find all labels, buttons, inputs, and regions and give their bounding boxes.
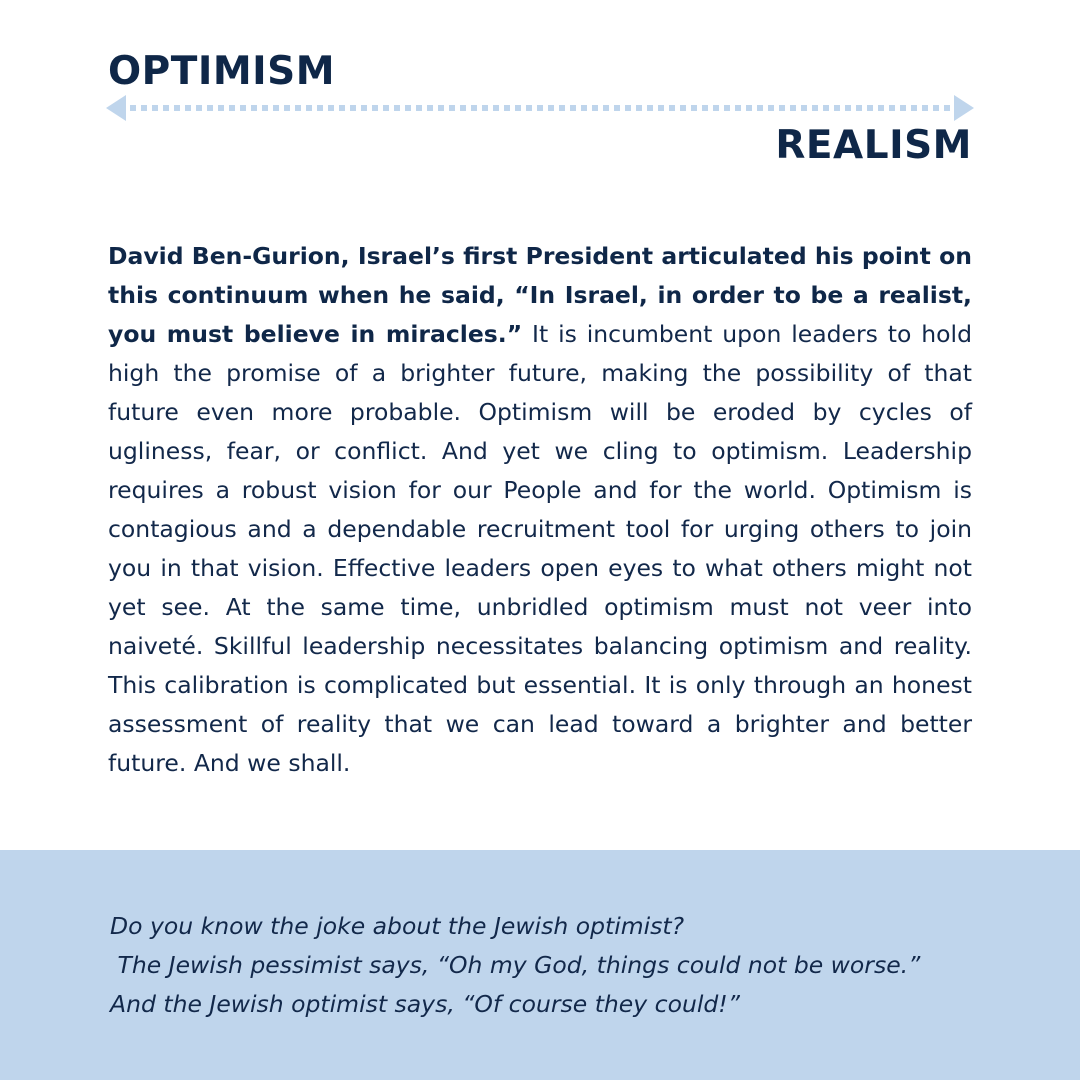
right-arrowhead (954, 95, 974, 121)
realism-heading: REALISM (775, 123, 972, 168)
joke-quote (110, 907, 1010, 1024)
left-arrowhead (106, 95, 126, 121)
body-paragraph (108, 237, 972, 783)
ben-gurion-quote: David Ben-Gurion, Israel’s first President articulated his point on this continuum when he said, “In Israel, in order to be a realist, you must believe in miracles.” (108, 242, 972, 348)
joke-line-3: And the Jewish optimist says, “Of course they could!” (110, 990, 740, 1018)
optimism-heading: OPTIMISM (108, 49, 336, 94)
joke-line-1: Do you know the joke about the Jewish optimist? (110, 912, 685, 940)
joke-line-2: The Jewish pessimist says, “Oh my God, things could not be worse.” (110, 951, 921, 979)
continuum-arrow-icon (106, 94, 974, 122)
body-text: It is incumbent upon leaders to hold high the promise of a brighter future, making the possibility of that future even more probable. Optimism will be eroded by cycles of ugliness, fear, or conflict. And yet we cling to optimism. Leadership requires a robust vision for our People and for the world. Optimism is contagious and a dependable recruitment tool for urging others to join you in that vision. Effective leaders open eyes to what others might not yet see. At the same time, unbridled optimism must not veer into naiveté. Skillful leadership necessitates balancing optimism and reality. This calibration is complicated but essential. It is only through an honest assessment of reality that we can lead toward a brighter and better future. And we shall. (108, 320, 972, 777)
